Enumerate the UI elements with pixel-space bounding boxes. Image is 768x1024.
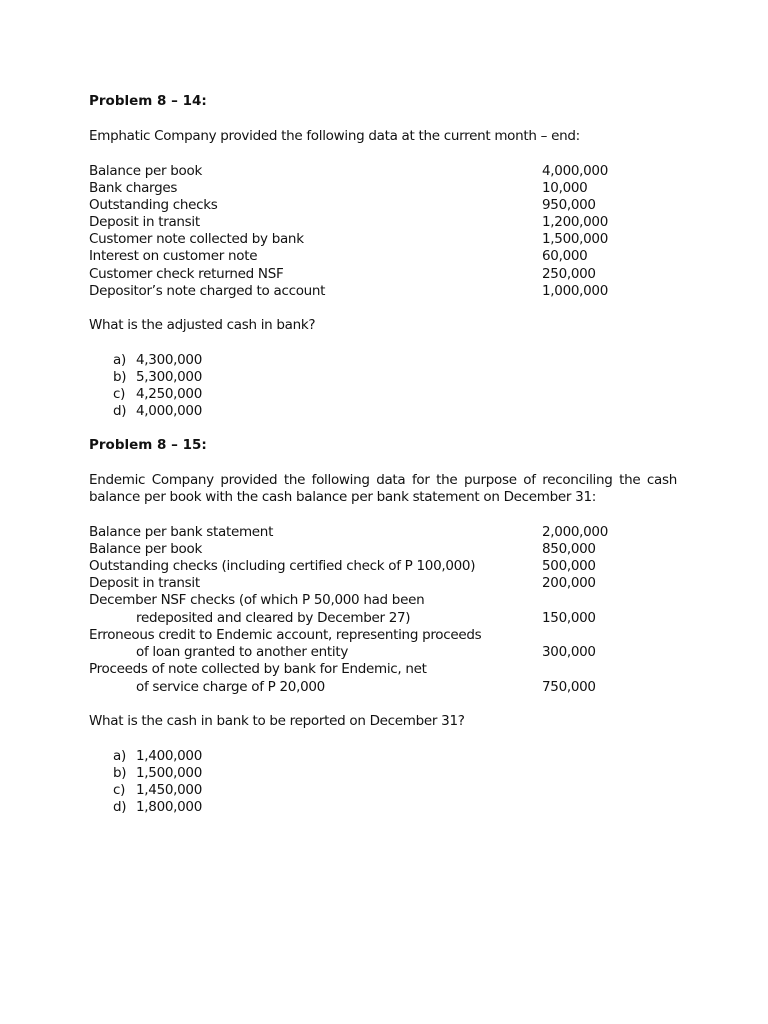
question-text: What is the cash in bank to be reported on December 31? — [89, 713, 465, 729]
data-label: of loan granted to another entity — [136, 644, 349, 660]
option-value: 4,000,000 — [136, 403, 203, 419]
data-label: Proceeds of note collected by bank for Endemic, net — [89, 661, 427, 677]
data-value: 250,000 — [542, 266, 596, 282]
question-text: What is the adjusted cash in bank? — [89, 317, 316, 333]
data-value: 950,000 — [542, 197, 596, 213]
data-value: 200,000 — [542, 575, 596, 591]
option-value: 1,500,000 — [136, 765, 203, 781]
option-letter: d) — [113, 403, 127, 419]
data-value: 750,000 — [542, 679, 596, 695]
data-value: 500,000 — [542, 558, 596, 574]
data-label: Outstanding checks (including certified check of P 100,000) — [89, 558, 476, 574]
data-value: 850,000 — [542, 541, 596, 557]
data-label: Interest on customer note — [89, 248, 258, 264]
option-letter: c) — [113, 386, 126, 402]
data-label: redeposited and cleared by December 27) — [136, 610, 411, 626]
option-letter: d) — [113, 799, 127, 815]
data-value: 10,000 — [542, 180, 588, 196]
data-label: Balance per book — [89, 163, 202, 179]
data-label: December NSF checks (of which P 50,000 had been — [89, 592, 425, 608]
data-label: of service charge of P 20,000 — [136, 679, 325, 695]
option-value: 1,800,000 — [136, 799, 203, 815]
data-label: Balance per book — [89, 541, 202, 557]
problem-title: Problem 8 – 14: — [89, 93, 207, 109]
data-value: 300,000 — [542, 644, 596, 660]
option-value: 5,300,000 — [136, 369, 203, 385]
option-value: 4,300,000 — [136, 352, 203, 368]
data-label: Balance per bank statement — [89, 524, 274, 540]
data-label: Deposit in transit — [89, 575, 200, 591]
data-label: Customer check returned NSF — [89, 266, 284, 282]
problem-intro: Endemic Company provided the following data for the purpose of reconciling the cash balance per book with the cash balance per bank statement on December 31: — [89, 472, 677, 505]
data-label: Bank charges — [89, 180, 178, 196]
data-value: 2,000,000 — [542, 524, 609, 540]
option-letter: b) — [113, 765, 127, 781]
option-value: 4,250,000 — [136, 386, 203, 402]
option-value: 1,450,000 — [136, 782, 203, 798]
data-label: Depositor’s note charged to account — [89, 283, 326, 299]
data-label: Outstanding checks — [89, 197, 218, 213]
option-letter: b) — [113, 369, 127, 385]
data-value: 1,000,000 — [542, 283, 609, 299]
option-letter: a) — [113, 748, 126, 764]
problem-title: Problem 8 – 15: — [89, 437, 207, 453]
option-value: 1,400,000 — [136, 748, 203, 764]
data-value: 1,500,000 — [542, 231, 609, 247]
option-letter: a) — [113, 352, 126, 368]
data-value: 4,000,000 — [542, 163, 609, 179]
data-value: 60,000 — [542, 248, 588, 264]
problem-intro: Emphatic Company provided the following data at the current month – end: — [89, 128, 580, 144]
data-value: 1,200,000 — [542, 214, 609, 230]
data-value: 150,000 — [542, 610, 596, 626]
option-letter: c) — [113, 782, 126, 798]
data-label: Erroneous credit to Endemic account, representing proceeds — [89, 627, 482, 643]
data-label: Deposit in transit — [89, 214, 200, 230]
data-label: Customer note collected by bank — [89, 231, 304, 247]
